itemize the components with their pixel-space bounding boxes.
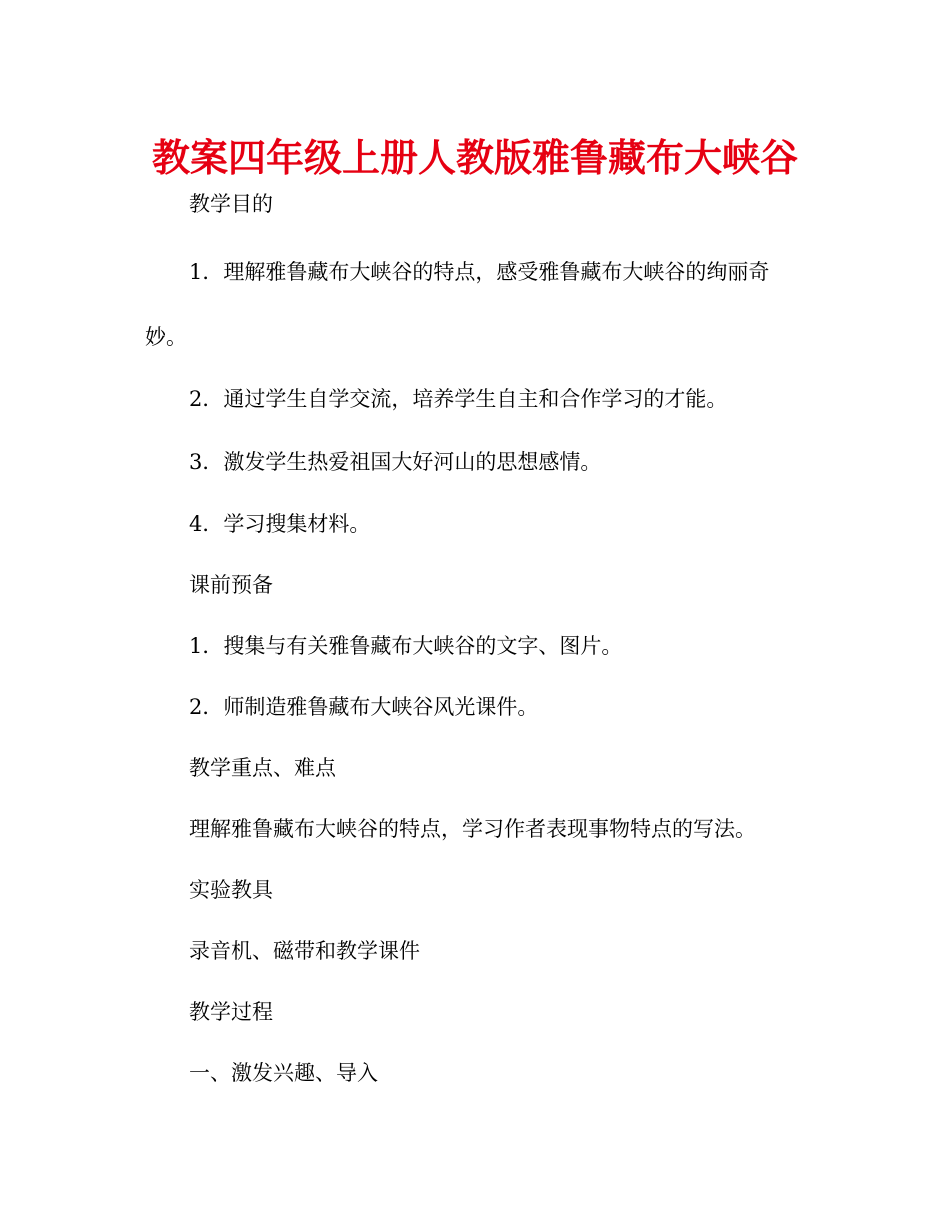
objective-1-continuation: 妙。 <box>145 325 187 349</box>
document-title: 教案四年级上册人教版雅鲁藏布大峡谷 <box>151 136 798 180</box>
key-points-text: 理解雅鲁藏布大峡谷的特点，学习作者表现事物特点的写法。 <box>189 817 756 841</box>
teaching-aids-text: 录音机、磁带和教学课件 <box>189 939 420 963</box>
section-heading-preparation: 课前预备 <box>189 573 273 597</box>
objective-2: 2．通过学生自学交流，培养学生自主和合作学习的才能。 <box>189 387 728 411</box>
preparation-2: 2．师制造雅鲁藏布大峡谷风光课件。 <box>189 695 539 719</box>
section-heading-teaching-objectives: 教学目的 <box>189 192 273 216</box>
preparation-1: 1．搜集与有关雅鲁藏布大峡谷的文字、图片。 <box>189 634 623 658</box>
objective-1: 1．理解雅鲁藏布大峡谷的特点，感受雅鲁藏布大峡谷的绚丽奇 <box>189 260 770 284</box>
objective-3: 3．激发学生热爱祖国大好河山的思想感情。 <box>189 450 602 474</box>
section-heading-teaching-aids: 实验教具 <box>189 878 273 902</box>
section-heading-key-points: 教学重点、难点 <box>189 756 336 780</box>
section-heading-teaching-process: 教学过程 <box>189 1000 273 1024</box>
teaching-process-step-1: 一、激发兴趣、导入 <box>189 1061 378 1085</box>
objective-4: 4．学习搜集材料。 <box>189 512 371 536</box>
